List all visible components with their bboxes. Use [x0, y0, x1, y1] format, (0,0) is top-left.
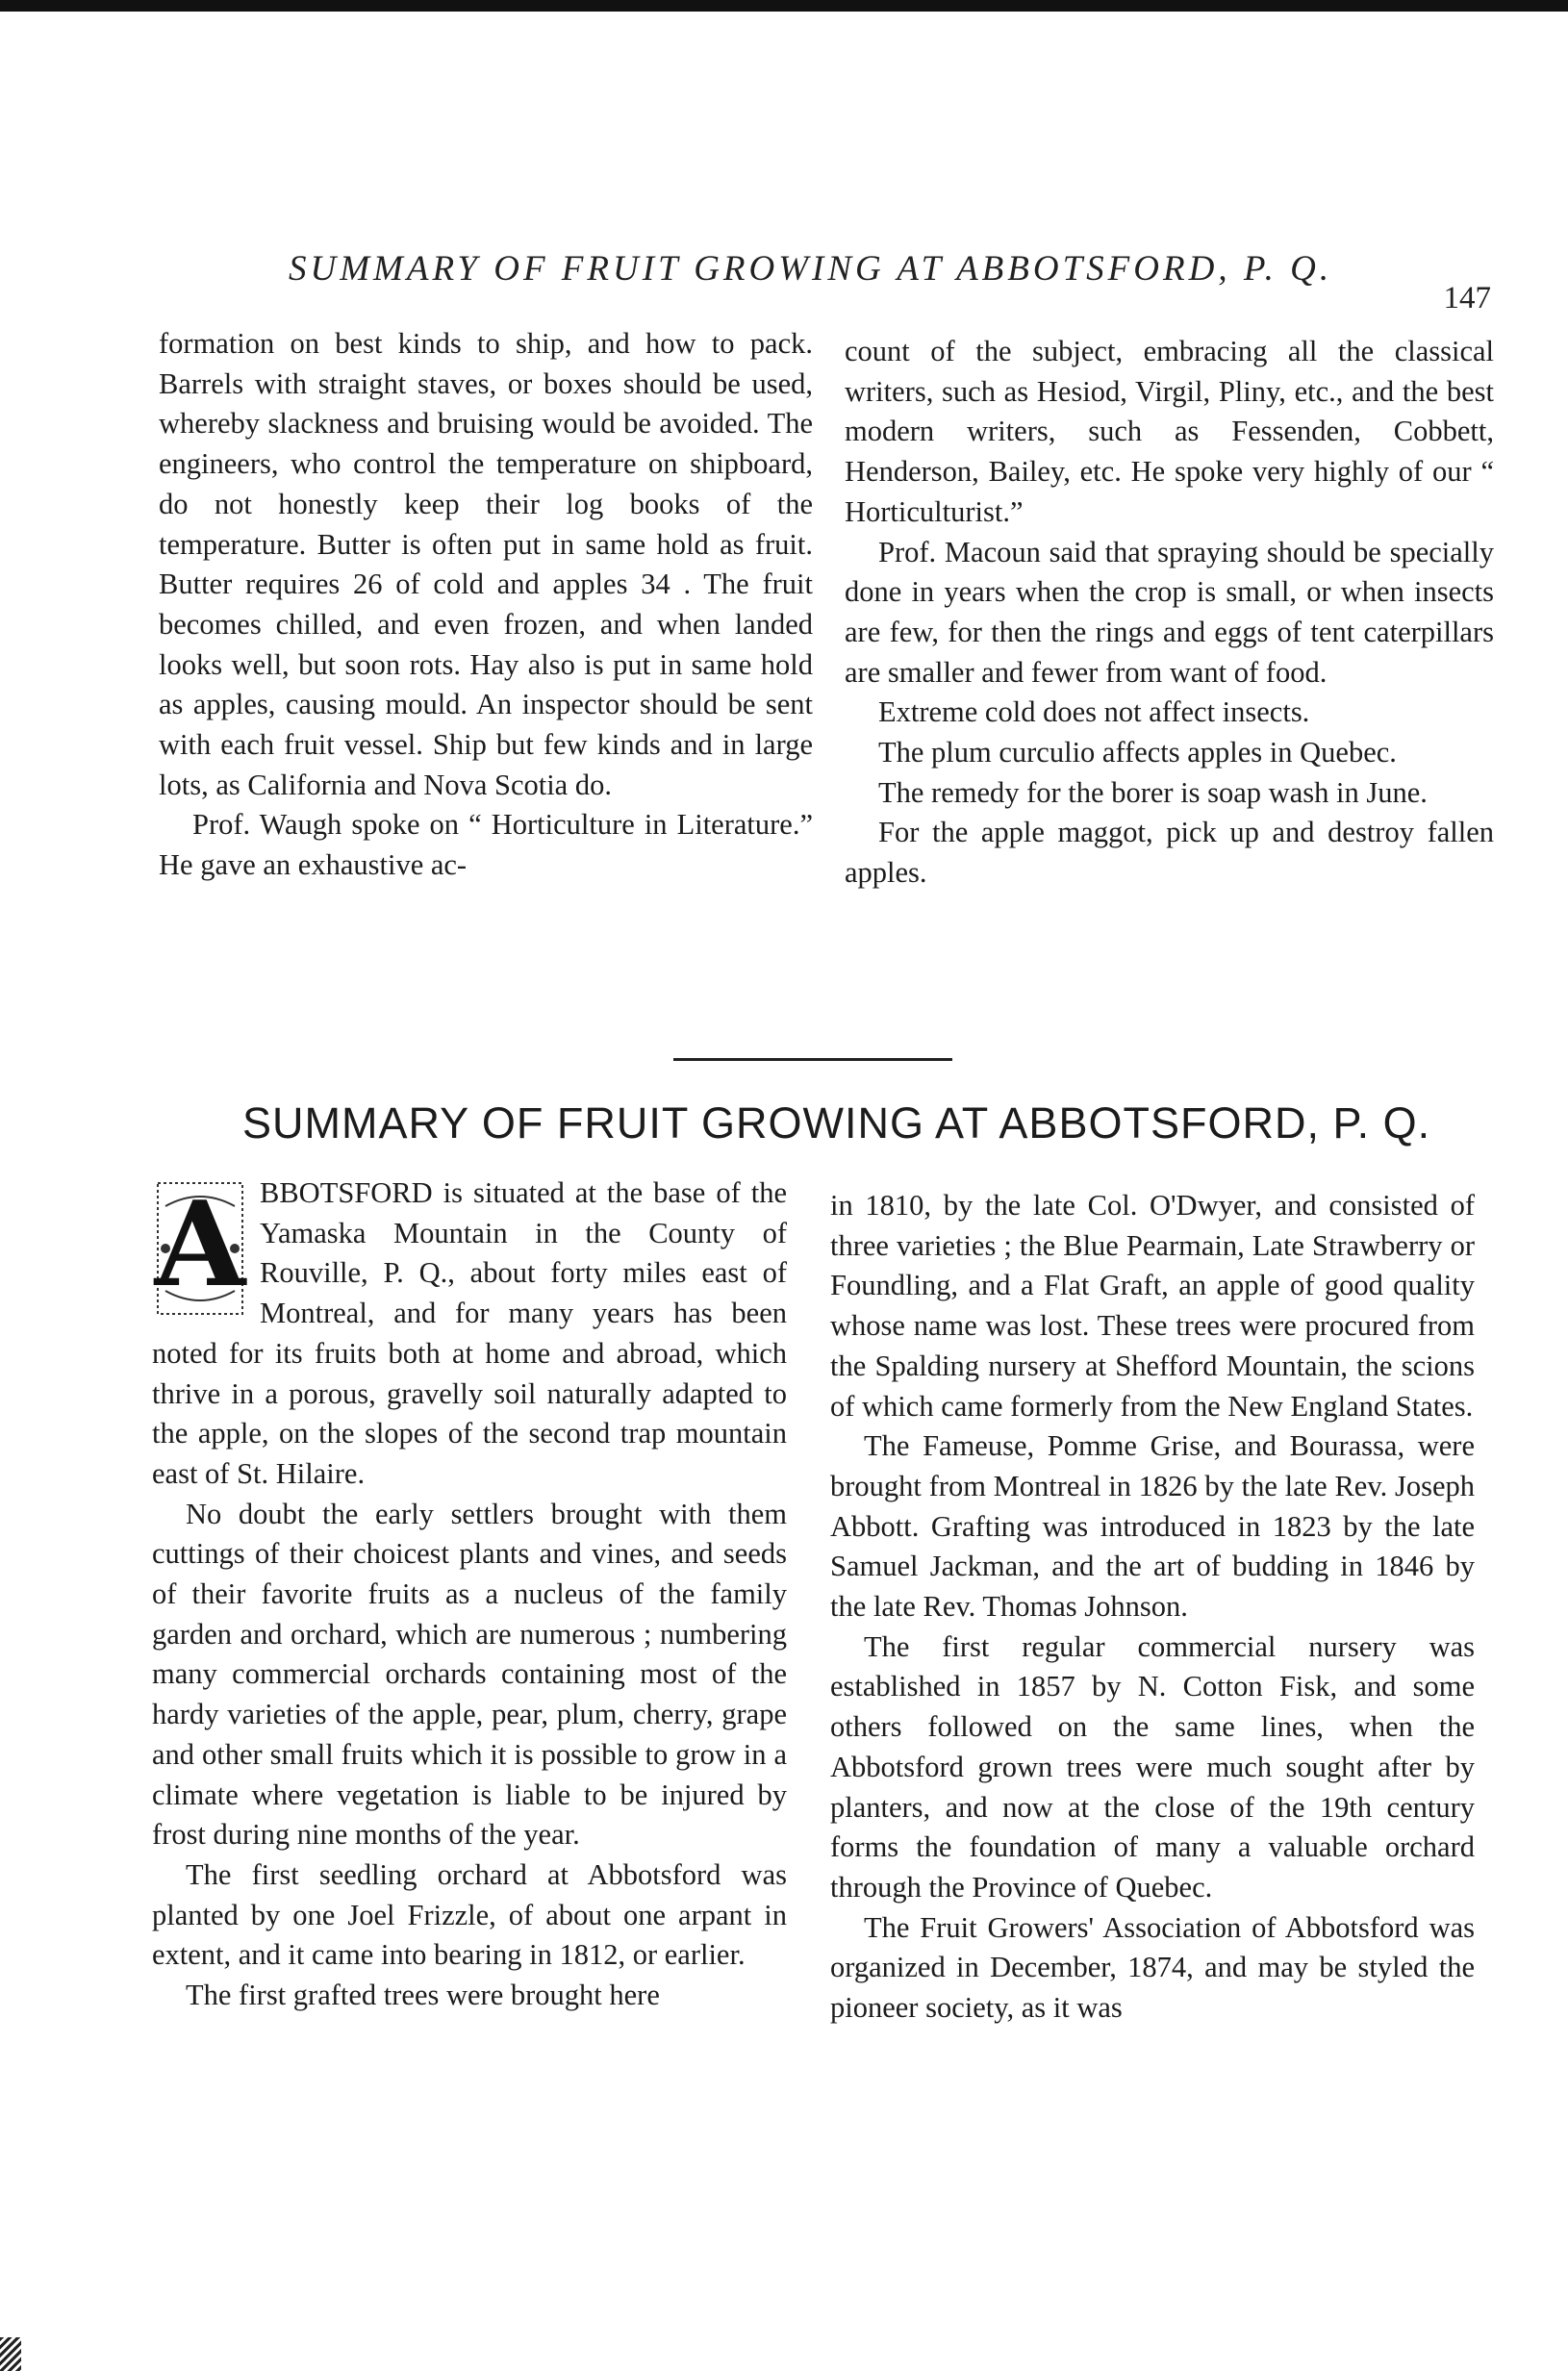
paragraph: The plum curculio affects apples in Quebec.	[878, 736, 1397, 769]
paragraph: The Fruit Growers' Association of Abbotsford was organized in December, 1874, and may be styled the pioneer society, as it was	[830, 1910, 1475, 2025]
running-head	[289, 248, 1491, 315]
paragraph: The first grafted trees were brought here	[186, 1979, 660, 2012]
article-left-column	[152, 1173, 787, 2016]
paragraph: No doubt the early settlers brought with them cuttings of their choicest plants and vines, and seeds of their favorite fruits as a nucleus of the family garden and orchard, which are numerous ; numbering many commercial orchards containing most of the hardy varieties of the apple, pear, plum, cherry, grape and other small fruits which it is possible to grow in a climate where vegetation is liable to be injured by frost during nine months of the year.	[152, 1497, 787, 1852]
top-left-column	[159, 324, 813, 886]
paragraph: count of the subject, embracing all the classical writers, such as Hesiod, Virgil, Pliny, etc., and the best modern writers, such as Fessenden, Cobbett, Henderson, Bailey, etc. He spoke very highly of our “ Horticulturist.”	[845, 335, 1494, 528]
paragraph: Prof. Waugh spoke on “ Horticulture in Literature.” He gave an exhaustive ac-	[159, 808, 813, 882]
page-top-border	[0, 0, 1568, 12]
paragraph: The Fameuse, Pomme Grise, and Bourassa, were brought from Montreal in 1826 by the late Rev. Joseph Abbott. Grafting was introduced in 1823 by the late Samuel Jackman, and the art of budding in 1846 by the late Rev. Thomas Johnson.	[830, 1429, 1475, 1624]
opening-paragraph-text: BBOTSFORD is situated at the base of the Yamaska Mountain in the County of Rouville, P. Q., about forty miles east of Montreal, and for many years has been noted for its fruits both at home and abroad, which thrive in a porous, gravelly soil naturally adapted to the apple, on the slopes of the second trap mountain east of St. Hilaire.	[152, 1176, 787, 1490]
section-divider	[673, 1058, 952, 1061]
paragraph: For the apple maggot, pick up and destroy fallen apples.	[845, 816, 1494, 890]
paragraph: Prof. Macoun said that spraying should be specially done in years when the crop is small, or when insects are few, for then the rings and eggs of tent caterpillars are smaller and fewer from want of food.	[845, 535, 1494, 689]
ornamental-drop-cap	[152, 1177, 248, 1320]
paragraph: in 1810, by the late Col. O'Dwyer, and consisted of three varieties ; the Blue Pearmain, Late Strawberry or Foundling, and a Flat Graft, an apple of good quality whose name was lost. These trees were procured from the Spalding nursery at Shefford Mountain, the scions of which came formerly from the New England States.	[830, 1189, 1475, 1423]
paragraph: The first regular commercial nursery was established in 1857 by N. Cotton Fisk, and some others followed on the same lines, when the Abbotsford grown trees were much sought after by planters, and now at the close of the 19th century forms the foundation of many a valuable orchard through the Province of Quebec.	[830, 1629, 1475, 1904]
scan-edge-mark	[0, 2337, 21, 2371]
top-right-column	[845, 332, 1494, 894]
drop-cap-ornament-icon	[152, 1177, 248, 1320]
article-right-column	[830, 1186, 1475, 2029]
paragraph: The remedy for the borer is soap wash in June.	[878, 775, 1428, 809]
paragraph: formation on best kinds to ship, and how to pack. Barrels with straight staves, or boxes should be used, whereby slackness and bruising would be avoided. The engineers, who control the temperature on shipboard, do not honestly keep their log books of the temperature. Butter is often put in same hold as fruit. Butter requires 26 of cold and apples 34 . The fruit becomes chilled, and even frozen, and when landed looks well, but soon rots. Hay also is put in same hold as apples, causing mould. An inspector should be sent with each fruit vessel. Ship but few kinds and in large lots, as California and Nova Scotia do.	[159, 327, 813, 801]
paragraph: The first seedling orchard at Abbotsford was planted by one Joel Frizzle, of about one arpant in extent, and it came into bearing in 1812, or earlier.	[152, 1857, 787, 1972]
page-number: 147	[1443, 281, 1491, 315]
opening-paragraph	[152, 1173, 787, 1495]
article-title: SUMMARY OF FRUIT GROWING AT ABBOTSFORD, P. Q.	[242, 1098, 1431, 1148]
running-head-title: SUMMARY OF FRUIT GROWING AT ABBOTSFORD, P. Q.	[289, 249, 1333, 289]
drop-cap-letter: A	[154, 1177, 246, 1313]
paragraph: Extreme cold does not affect insects.	[878, 695, 1310, 729]
